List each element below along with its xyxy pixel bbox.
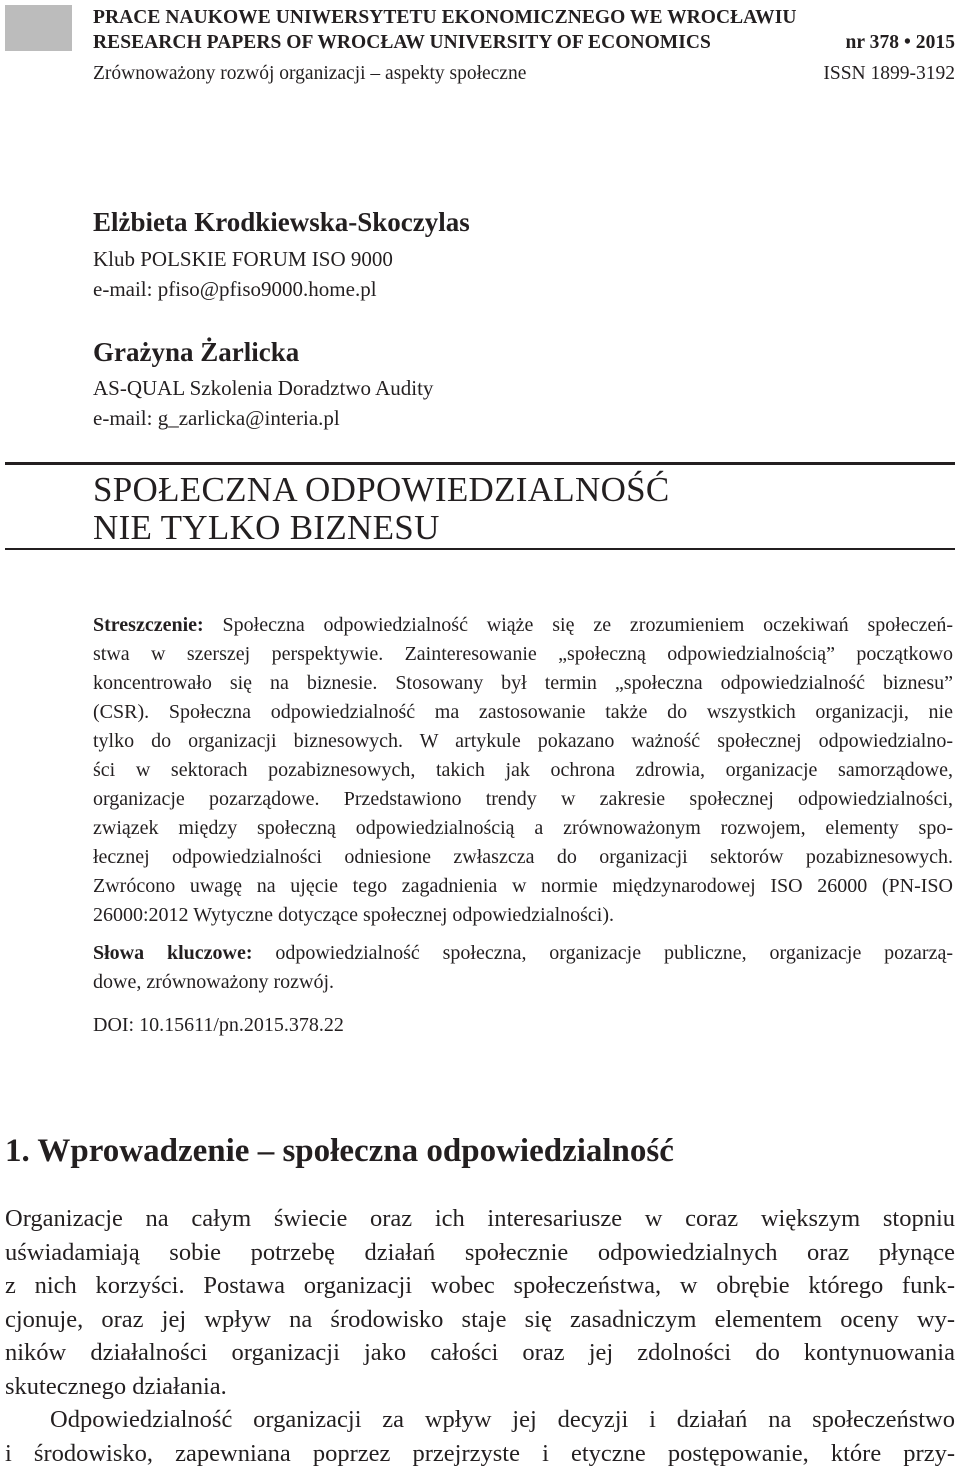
author-name-2: Grażyna Żarlicka <box>93 337 299 368</box>
body-line: z nich korzyści. Postawa organizacji wobec społeczeństwa, w obrębie którego funk- <box>5 1269 955 1303</box>
body-paragraph-2 <box>5 1403 955 1470</box>
title-top-rule <box>5 462 955 465</box>
abstract-line: tylko do organizacji biznesowych. W artykule pokazano ważność społecznej odpowiedzialno- <box>93 727 953 756</box>
author-affiliation-1: Klub POLSKIE FORUM ISO 9000 <box>93 247 393 272</box>
doi: DOI: 10.15611/pn.2015.378.22 <box>93 1011 953 1040</box>
body-paragraph-1 <box>5 1202 955 1403</box>
author-name-1: Elżbieta Krodkiewska-Skoczylas <box>93 207 470 238</box>
abstract-line: Zwrócono uwagę na ujęcie tego zagadnienia w normie międzynarodowej ISO 26000 (PN-ISO <box>93 872 953 901</box>
author-email-1: e-mail: pfiso@pfiso9000.home.pl <box>93 277 377 302</box>
abstract <box>93 611 953 930</box>
body-line: skutecznego działania. <box>5 1370 955 1404</box>
abstract-line: koncentrowało się na biznesie. Stosowany był termin „społeczna odpowiedzialność biznesu” <box>93 669 953 698</box>
body-line: cjonuje, oraz jej wpływ na środowisko staje się zasadniczym elementem oceny wy- <box>5 1303 955 1337</box>
keywords-line: Słowa kluczowe: odpowiedzialność społeczna, organizacje publiczne, organizacje pozarzą- <box>93 939 953 968</box>
title-bottom-rule <box>5 548 955 550</box>
abstract-line: łecznej odpowiedzialności odniesione zwłaszcza do organizacji sektorów pozabiznesowych. <box>93 843 953 872</box>
abstract-line: stwa w szerszej perspektywie. Zainteresowanie „społeczną odpowiedzialnością” początkowo <box>93 640 953 669</box>
author-email-2: e-mail: g_zarlicka@interia.pl <box>93 406 340 431</box>
abstract-line: ści w sektorach pozabiznesowych, takich jak ochrona zdrowia, organizacje samorządowe, <box>93 756 953 785</box>
section-heading: 1. Wprowadzenie – społeczna odpowiedzialność <box>5 1133 674 1170</box>
abstract-line: (CSR). Społeczna odpowiedzialność ma zastosowanie także do wszystkich organizacji, nie <box>93 698 953 727</box>
journal-name-en: RESEARCH PAPERS OF WROCŁAW UNIVERSITY OF ECONOMICS <box>93 32 711 54</box>
keywords-line: dowe, zrównoważony rozwój. <box>93 968 953 997</box>
volume-title: Zrównoważony rozwój organizacji – aspekty społeczne <box>93 63 526 85</box>
issn: ISSN 1899-3192 <box>823 63 955 85</box>
body-line: Odpowiedzialność organizacji za wpływ jej decyzji i działań na społeczeństwo <box>5 1403 955 1437</box>
abstract-label: Streszczenie: <box>93 614 204 636</box>
abstract-line: organizacje pozarządowe. Przedstawiono trendy w zakresie społecznej odpowiedzialności, <box>93 785 953 814</box>
body-line: uświadamiają sobie potrzebę działań społecznie odpowiedzialnych oraz płynące <box>5 1236 955 1270</box>
abstract-line: związek między społeczną odpowiedzialnością a zrównoważonym rozwojem, elementy spo- <box>93 814 953 843</box>
author-affiliation-2: AS-QUAL Szkolenia Doradztwo Audity <box>93 376 433 401</box>
abstract-line: 26000:2012 Wytyczne dotyczące społecznej odpowiedzialności). <box>93 901 953 930</box>
header-grey-block <box>5 5 72 51</box>
body-line: ników działalności organizacji jako całości oraz jej zdolności do kontynuowania <box>5 1336 955 1370</box>
keywords-label: Słowa kluczowe: <box>93 942 253 964</box>
keywords <box>93 939 953 997</box>
body-line: Organizacje na całym świecie oraz ich interesariusze w coraz większym stopniu <box>5 1202 955 1236</box>
abstract-line: Streszczenie: Społeczna odpowiedzialność wiąże się ze zrozumieniem oczekiwań społeczeń- <box>93 611 953 640</box>
issue-number: nr 378 • 2015 <box>846 32 956 54</box>
body-line: i środowisko, zapewniana poprzez przejrzyste i etyczne postępowanie, które przy- <box>5 1437 955 1470</box>
article-title-line-1: SPOŁECZNA ODPOWIEDZIALNOŚĆ <box>93 470 670 510</box>
journal-name-pl: PRACE NAUKOWE UNIWERSYTETU EKONOMICZNEGO WE WROCŁAWIU <box>93 7 796 29</box>
article-title-line-2: NIE TYLKO BIZNESU <box>93 508 440 548</box>
